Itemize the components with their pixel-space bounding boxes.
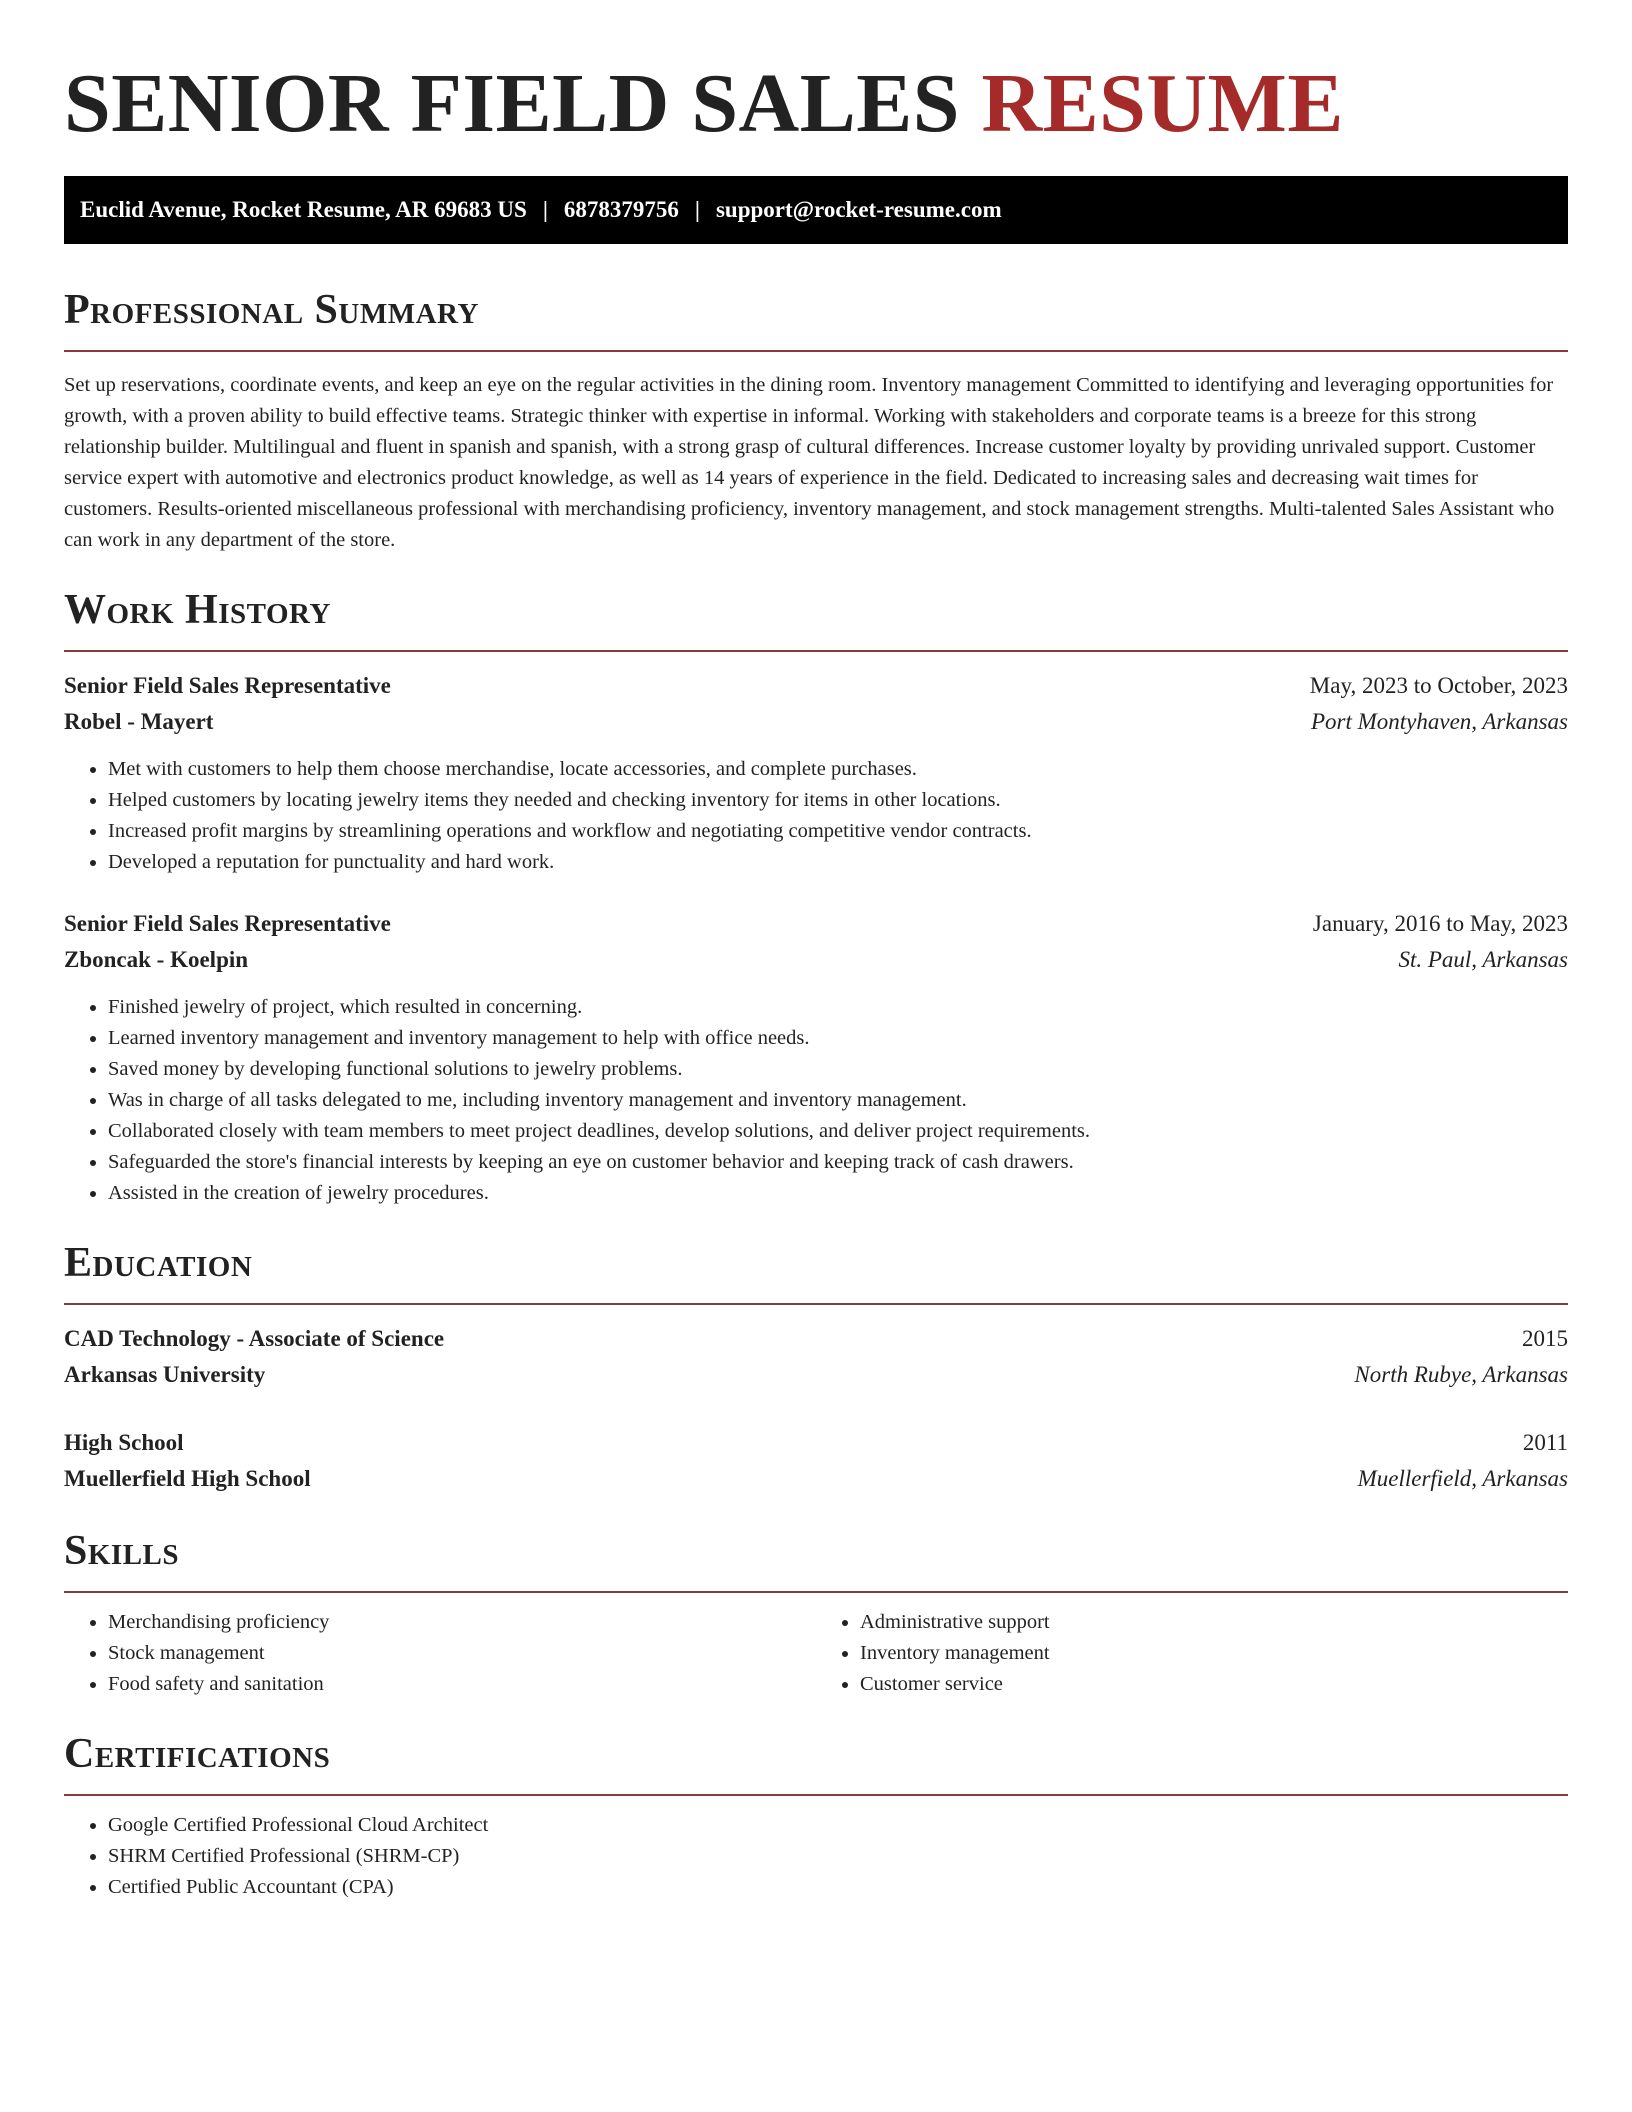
list-item: • Assisted in the creation of jewelry procedures. xyxy=(108,1178,1568,1209)
list-item: • Learned inventory management and inventory management to help with office needs. xyxy=(108,1023,1568,1054)
job-company: Zboncak - Koelpin xyxy=(64,947,249,972)
list-item: • Met with customers to help them choose merchandise, locate accessories, and complete purchases. xyxy=(108,754,1568,785)
title-accent: RESUME xyxy=(981,57,1344,150)
list-item: • Google Certified Professional Cloud Architect xyxy=(108,1810,1568,1841)
certifications-section xyxy=(64,1728,1568,1903)
summary-section xyxy=(64,284,1568,556)
education-section xyxy=(64,1237,1568,1497)
list-item: • Administrative support xyxy=(860,1607,1568,1638)
work-history-section xyxy=(64,584,1568,1209)
list-item: • Developed a reputation for punctuality and hard work. xyxy=(108,847,1568,878)
section-divider xyxy=(64,650,1568,652)
list-item: • SHRM Certified Professional (SHRM-CP) xyxy=(108,1841,1568,1872)
education-degree: CAD Technology - Associate of Science xyxy=(64,1326,445,1351)
education-school: Muellerfield High School xyxy=(64,1466,311,1491)
list-item: • Increased profit margins by streamlining operations and workflow and negotiating competitive vendor contracts. xyxy=(108,816,1568,847)
education-school: Arkansas University xyxy=(64,1362,266,1387)
contact-phone: 6878379756 xyxy=(563,197,679,222)
section-divider xyxy=(64,350,1568,352)
job-header-row xyxy=(64,906,1568,942)
section-heading-education: Education xyxy=(64,1240,253,1286)
education-entry xyxy=(64,1321,1568,1393)
section-heading-certifications: Certifications xyxy=(64,1731,331,1777)
summary-text: Set up reservations, coordinate events, and keep an eye on the regular activities in the dining room. Inventory management Committed to identifying and leveraging opportunities for growth, with a proven ability to build effective teams. Strategic thinker with expertise in informal. Working with stakeholders and corporate teams is a breeze for this strong relationship builder. Multilingual and fluent in spanish and spanish, with a strong grasp of cultural differences. Increase customer loyalty by providing unrivaled support. Customer service expert with automotive and electronics product knowledge, as well as 14 years of experience in the field. Dedicated to increasing sales and decreasing wait times for customers. Results-oriented miscellaneous professional with merchandising proficiency, inventory management, and stock management strengths. Multi-talented Sales Assistant who can work in any department of the store. xyxy=(64,374,1555,551)
section-heading-summary: Professional Summary xyxy=(64,287,479,333)
education-entry xyxy=(64,1425,1568,1497)
skills-list-left xyxy=(64,1607,816,1700)
job-entry xyxy=(64,668,1568,878)
education-year: 2011 xyxy=(1522,1430,1568,1455)
education-degree-row xyxy=(64,1425,1568,1461)
contact-separator: | xyxy=(694,197,700,222)
list-item: • Helped customers by locating jewelry items they needed and checking inventory for items in other locations. xyxy=(108,785,1568,816)
skills-grid xyxy=(64,1593,1568,1700)
list-item: • Stock management xyxy=(108,1638,816,1669)
list-item: • Was in charge of all tasks delegated to me, including inventory management and inventory management. xyxy=(108,1085,1568,1116)
job-company-row xyxy=(64,704,1568,740)
contact-separator: | xyxy=(542,197,548,222)
job-bullets xyxy=(64,992,1568,1209)
contact-address: Euclid Avenue, Rocket Resume, AR 69683 US xyxy=(80,197,527,222)
education-location: Muellerfield, Arkansas xyxy=(1357,1466,1568,1491)
contact-bar xyxy=(64,176,1568,244)
job-header-row xyxy=(64,668,1568,704)
skills-section xyxy=(64,1525,1568,1700)
list-item: • Customer service xyxy=(860,1669,1568,1700)
section-heading-skills: Skills xyxy=(64,1528,180,1574)
job-company-row xyxy=(64,942,1568,978)
section-divider xyxy=(64,1794,1568,1796)
list-item: • Safeguarded the store's financial interests by keeping an eye on customer behavior and keeping track of cash drawers. xyxy=(108,1147,1568,1178)
job-company: Robel - Mayert xyxy=(64,709,214,734)
skills-list-right xyxy=(816,1607,1568,1700)
job-location: Port Montyhaven, Arkansas xyxy=(1310,709,1568,734)
education-school-row xyxy=(64,1461,1568,1497)
education-school-row xyxy=(64,1357,1568,1393)
title-main: SENIOR FIELD SALES xyxy=(64,57,960,150)
list-item: • Collaborated closely with team members to meet project deadlines, develop solutions, and deliver project requirements. xyxy=(108,1116,1568,1147)
education-degree-row xyxy=(64,1321,1568,1357)
education-degree: High School xyxy=(64,1430,184,1455)
list-item: • Finished jewelry of project, which resulted in concerning. xyxy=(108,992,1568,1023)
job-location: St. Paul, Arkansas xyxy=(1398,947,1568,972)
education-year: 2015 xyxy=(1522,1326,1568,1351)
resume-title xyxy=(64,0,1568,152)
job-dates: May, 2023 to October, 2023 xyxy=(1309,673,1568,698)
contact-email: support@rocket-resume.com xyxy=(715,197,1002,222)
job-bullets xyxy=(64,754,1568,878)
certifications-list xyxy=(64,1810,1568,1903)
job-entry xyxy=(64,906,1568,1209)
list-item: • Saved money by developing functional solutions to jewelry problems. xyxy=(108,1054,1568,1085)
list-item: • Certified Public Accountant (CPA) xyxy=(108,1872,1568,1903)
list-item: • Inventory management xyxy=(860,1638,1568,1669)
education-location: North Rubye, Arkansas xyxy=(1354,1362,1568,1387)
section-divider xyxy=(64,1303,1568,1305)
job-dates: January, 2016 to May, 2023 xyxy=(1312,911,1568,936)
job-title: Senior Field Sales Representative xyxy=(64,911,391,936)
list-item: • Food safety and sanitation xyxy=(108,1669,816,1700)
section-heading-work: Work History xyxy=(64,587,331,633)
job-title: Senior Field Sales Representative xyxy=(64,673,391,698)
list-item: • Merchandising proficiency xyxy=(108,1607,816,1638)
